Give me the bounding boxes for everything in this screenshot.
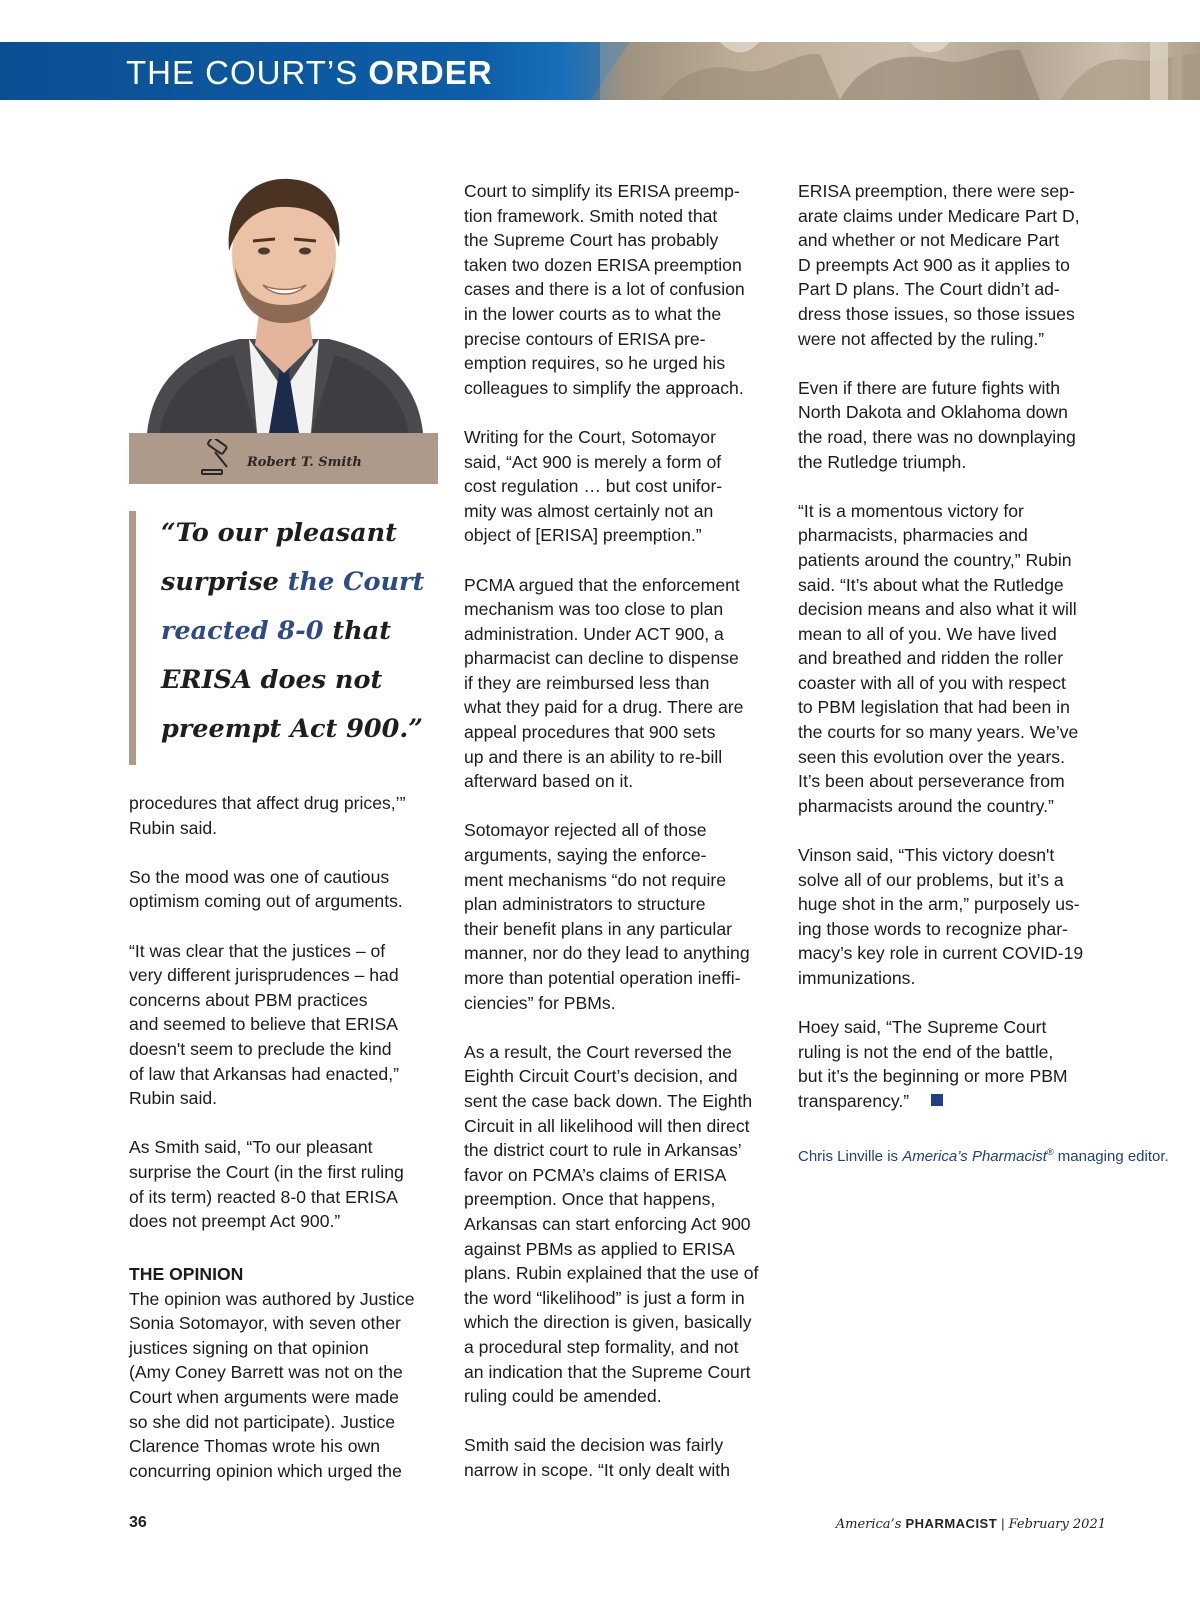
text-line: The opinion was authored by Justice xyxy=(129,1288,415,1309)
text-line: seen this evolution over the years. xyxy=(798,746,1065,767)
text-line: plan administrators to structure xyxy=(464,894,706,915)
text-line: afterward based on it. xyxy=(464,771,634,792)
text-line: so she did not participate). Justice xyxy=(129,1411,396,1432)
text-line: concurring opinion which urged the xyxy=(129,1460,402,1481)
text-line: Rubin said. xyxy=(129,817,218,838)
text-line: manner, nor do they lead to anything xyxy=(464,943,750,964)
text-line: and breathed and ridden the roller xyxy=(798,648,1064,669)
stone-carving-image xyxy=(540,42,1200,100)
text-line: the district court to rule in Arkansas’ xyxy=(464,1140,742,1161)
text-line: Sonia Sotomayor, with seven other xyxy=(129,1313,401,1334)
text-line: D preempts Act 900 as it applies to xyxy=(798,254,1070,275)
article-paragraph xyxy=(464,1040,758,1409)
article-paragraph xyxy=(129,791,405,840)
text-line: Rubin said. xyxy=(129,1088,218,1109)
text-line: It’s been about perseverance from xyxy=(798,771,1065,792)
text-line: and whether or not Medicare Part xyxy=(798,230,1060,251)
text-line: mean to all of you. We have lived xyxy=(798,623,1057,644)
text-line: tion framework. Smith noted that xyxy=(464,205,718,226)
text-line: favor on PCMA’s claims of ERISA xyxy=(464,1164,727,1185)
page-number: 36 xyxy=(129,1514,147,1531)
text-line: the courts for so many years. We’ve xyxy=(798,722,1079,743)
text-line: Smith said the decision was fairly xyxy=(464,1435,724,1456)
text-line: ERISA preemption, there were sep- xyxy=(798,181,1075,201)
text-line: the Rutledge triumph. xyxy=(798,451,967,472)
right-column xyxy=(798,179,1083,1114)
text-line: “It was clear that the justices – of xyxy=(129,940,386,961)
left-column-section xyxy=(129,1262,415,1483)
registered-mark: ® xyxy=(1046,1147,1054,1157)
text-line: macy’s key role in current COVID-19 xyxy=(798,943,1084,964)
text-line: Even if there are future fights with xyxy=(798,377,1061,398)
text-line: emption requires, so he urged his xyxy=(464,353,726,374)
footer-pub-name: PHARMACIST xyxy=(905,1516,998,1531)
byline-prefix: Chris Linville is xyxy=(798,1148,903,1165)
article-paragraph xyxy=(464,573,758,794)
text-line: were not affected by the ruling.” xyxy=(798,328,1045,349)
text-line: a procedural step formality, and not xyxy=(464,1336,739,1357)
article-paragraph xyxy=(464,179,758,400)
text-line: which the direction is given, basically xyxy=(464,1312,752,1333)
text-line: justices signing on that opinion xyxy=(129,1337,369,1358)
text-line: Hoey said, “The Supreme Court xyxy=(798,1017,1047,1038)
article-paragraph xyxy=(464,818,758,1015)
middle-column xyxy=(464,179,758,1482)
text-line: patients around the country,” Rubin xyxy=(798,549,1072,570)
text-line: object of [ERISA] preemption.” xyxy=(464,525,702,546)
text-line: “It is a momentous victory for xyxy=(798,500,1024,521)
text-line: ing those words to recognize phar- xyxy=(798,918,1068,939)
section-title: THE COURT’S ORDER xyxy=(126,54,493,91)
text-line: ruling could be amended. xyxy=(464,1386,662,1407)
text-line: cases and there is a lot of confusion xyxy=(464,279,745,300)
text-line: administration. Under ACT 900, a xyxy=(464,623,724,644)
byline-publication: America’s Pharmacist xyxy=(902,1148,1047,1165)
article-paragraph xyxy=(798,1015,1083,1113)
article-paragraph xyxy=(464,425,758,548)
portrait-illustration xyxy=(129,163,438,433)
section-heading: THE OPINION xyxy=(129,1264,244,1284)
text-line: Arkansas can start enforcing Act 900 xyxy=(464,1213,751,1234)
text-line: said. “It’s about what the Rutledge xyxy=(798,574,1064,595)
text-line: As Smith said, “To our pleasant xyxy=(129,1137,373,1158)
portrait-photo xyxy=(129,163,438,433)
text-line: an indication that the Supreme Court xyxy=(464,1361,751,1382)
text-line: Clarence Thomas wrote his own xyxy=(129,1436,380,1457)
text-line: their benefit plans in any particular xyxy=(464,918,732,939)
text-line: very different jurisprudences – had xyxy=(129,965,399,986)
text-line: cost regulation … but cost unifor- xyxy=(464,476,723,497)
pullquote-rule xyxy=(129,511,136,765)
text-line: dress those issues, so those issues xyxy=(798,303,1075,324)
end-mark-icon xyxy=(931,1094,943,1106)
text-line: appeal procedures that 900 sets xyxy=(464,722,716,743)
photo-caption: Robert T. Smith xyxy=(247,455,362,470)
article-paragraph xyxy=(129,939,405,1111)
text-line: ment mechanisms “do not require xyxy=(464,869,727,890)
text-line: said, “Act 900 is merely a form of xyxy=(464,451,722,472)
text-line: pharmacist can decline to dispense xyxy=(464,648,739,669)
pullquote-text-end: that ERISA does not preempt Act 900.” xyxy=(161,616,423,744)
pullquote xyxy=(161,509,451,754)
text-line: immunizations. xyxy=(798,968,916,988)
text-line: Part D plans. The Court didn’t ad- xyxy=(798,279,1060,300)
gavel-icon xyxy=(199,439,235,477)
footer-separator: | xyxy=(1001,1516,1005,1531)
footer-pub-prefix: America’s xyxy=(835,1517,906,1532)
text-line: to PBM legislation that had been in xyxy=(798,697,1070,718)
text-line: Vinson said, “This victory doesn't xyxy=(798,845,1055,866)
left-column xyxy=(129,791,405,1234)
text-line: (Amy Coney Barrett was not on the xyxy=(129,1362,403,1383)
text-line: Court when arguments were made xyxy=(129,1386,399,1407)
text-line: if they are reimbursed less than xyxy=(464,672,710,693)
author-byline xyxy=(798,1140,1169,1170)
text-line: taken two dozen ERISA preemption xyxy=(464,254,742,275)
text-line: pharmacists, pharmacies and xyxy=(798,525,1028,546)
article-paragraph xyxy=(129,865,405,914)
text-line: and seemed to believe that ERISA xyxy=(129,1014,398,1035)
text-line: against PBMs as applied to ERISA xyxy=(464,1238,735,1259)
text-line: colleagues to simplify the approach. xyxy=(464,377,744,398)
article-paragraph xyxy=(798,376,1083,474)
text-line: the Supreme Court has probably xyxy=(464,230,719,251)
text-line: arguments, saying the enforce- xyxy=(464,845,707,866)
text-line: As a result, the Court reversed the xyxy=(464,1041,732,1062)
pullquote-highlight: the Court reacted 8-0 xyxy=(161,567,425,646)
article-paragraph xyxy=(798,843,1083,991)
footer-publication xyxy=(836,1516,1106,1532)
text-line: arate claims under Medicare Part D, xyxy=(798,205,1080,226)
text-line: coaster with all of you with respect xyxy=(798,672,1066,693)
text-line: transparency.” xyxy=(798,1089,1083,1114)
text-line: PCMA argued that the enforcement xyxy=(464,574,740,595)
text-line: plans. Rubin explained that the use of xyxy=(464,1263,759,1284)
text-line: precise contours of ERISA pre- xyxy=(464,328,706,349)
text-line: Sotomayor rejected all of those xyxy=(464,820,707,841)
text-line: ruling is not the end of the battle, xyxy=(798,1041,1054,1062)
text-line: solve all of our problems, but it’s a xyxy=(798,869,1064,890)
text-line: Writing for the Court, Sotomayor xyxy=(464,426,716,447)
text-line: mity was almost certainly not an xyxy=(464,500,714,521)
text-line: So the mood was one of cautious xyxy=(129,866,390,887)
text-line: does not preempt Act 900.” xyxy=(129,1211,341,1232)
text-line: ciencies” for PBMs. xyxy=(464,992,616,1013)
text-line: surprise the Court (in the first ruling xyxy=(129,1161,404,1182)
text-line: decision means and also what it will xyxy=(798,599,1077,620)
text-line: of its term) reacted 8-0 that ERISA xyxy=(129,1186,398,1207)
text-line: huge shot in the arm,” purposely us- xyxy=(798,894,1080,915)
opinion-paragraph xyxy=(129,1287,415,1484)
pullquote-text: “To our pleasant surprise xyxy=(161,518,397,597)
text-line: Court to simplify its ERISA preemp- xyxy=(464,181,740,201)
text-line: the word “likelihood” is just a form in xyxy=(464,1287,745,1308)
text-line: in the lower courts as to what the xyxy=(464,303,722,324)
text-line: preemption. Once that happens, xyxy=(464,1189,716,1210)
article-paragraph xyxy=(798,499,1083,819)
text-line: what they paid for a drug. There are xyxy=(464,697,744,718)
text-line: pharmacists around the country.” xyxy=(798,795,1054,816)
text-line: North Dakota and Oklahoma down xyxy=(798,402,1068,423)
text-line: concerns about PBM practices xyxy=(129,989,368,1010)
byline-role: managing editor. xyxy=(1057,1148,1169,1165)
text-line: mechanism was too close to plan xyxy=(464,599,724,620)
text-line: up and there is an ability to re-bill xyxy=(464,746,723,767)
text-line: doesn't seem to preclude the kind xyxy=(129,1038,392,1059)
article-paragraph xyxy=(129,1135,405,1233)
text-line: but it’s the beginning or more PBM xyxy=(798,1066,1068,1087)
footer-date: February 2021 xyxy=(1008,1517,1106,1532)
text-line: the road, there was no downplaying xyxy=(798,426,1076,447)
text-line: sent the case back down. The Eighth xyxy=(464,1090,753,1111)
text-line: optimism coming out of arguments. xyxy=(129,891,403,912)
text-line: procedures that affect drug prices,’” xyxy=(129,793,406,813)
text-line: narrow in scope. “It only dealt with xyxy=(464,1459,730,1480)
text-line: of law that Arkansas had enacted,” xyxy=(129,1063,399,1084)
article-paragraph xyxy=(464,1433,758,1482)
text-line: Eighth Circuit Court’s decision, and xyxy=(464,1066,738,1087)
article-paragraph xyxy=(798,179,1083,351)
text-line: Circuit in all likelihood will then direct xyxy=(464,1115,750,1136)
text-line: more than potential operation ineffi- xyxy=(464,968,741,988)
